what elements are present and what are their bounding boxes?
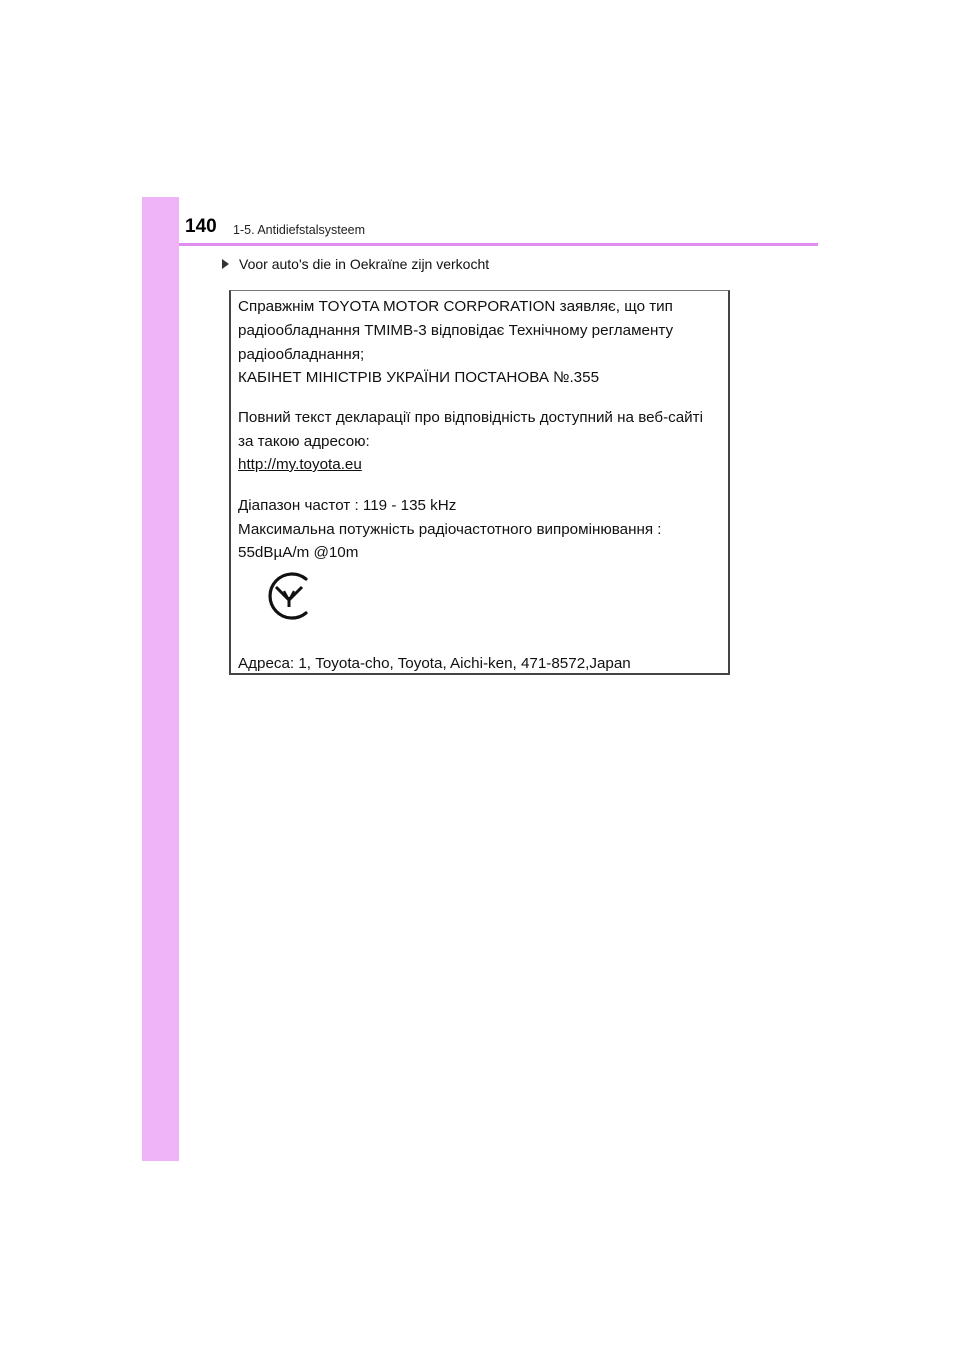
label-line-2: радіообладнання TMIMB-3 відповідає Технічному регламенту — [238, 322, 674, 339]
label-line-6: за такою адресою: — [238, 433, 370, 450]
label-line-3: радіообладнання; — [238, 346, 365, 363]
bullet-item — [222, 255, 489, 273]
ukrainian-conformity-mark-icon — [262, 569, 316, 623]
header-rule — [179, 243, 818, 246]
declaration-label — [229, 290, 730, 675]
label-line-9: Максимальна потужність радіочастотного випромінювання : — [238, 521, 662, 538]
label-line-1: Справжнім TOYOTA MOTOR CORPORATION заявляє, що тип — [238, 298, 673, 315]
label-line-4: КАБІНЕТ МІНІСТРІВ УКРАЇНИ ПОСТАНОВА №.355 — [238, 369, 600, 386]
side-tab — [142, 197, 179, 1161]
website-link[interactable]: http://my.toyota.eu — [238, 456, 362, 473]
label-line-5: Повний текст декларації про відповідність доступний на веб-сайті — [238, 409, 703, 426]
bullet-arrow-icon — [222, 259, 229, 269]
label-line-10: 55dBµA/m @10m — [238, 544, 359, 561]
label-line-11: Адреса: 1, Toyota-cho, Toyota, Aichi-ken, 471-8572,Japan — [238, 655, 631, 672]
section-title: 1-5. Antidiefstalsysteem — [233, 223, 366, 237]
label-line-8: Діапазон частот : 119 - 135 kHz — [238, 497, 457, 514]
page-number: 140 — [185, 216, 217, 237]
bullet-text: Voor auto's die in Oekraïne zijn verkocht — [239, 256, 490, 272]
